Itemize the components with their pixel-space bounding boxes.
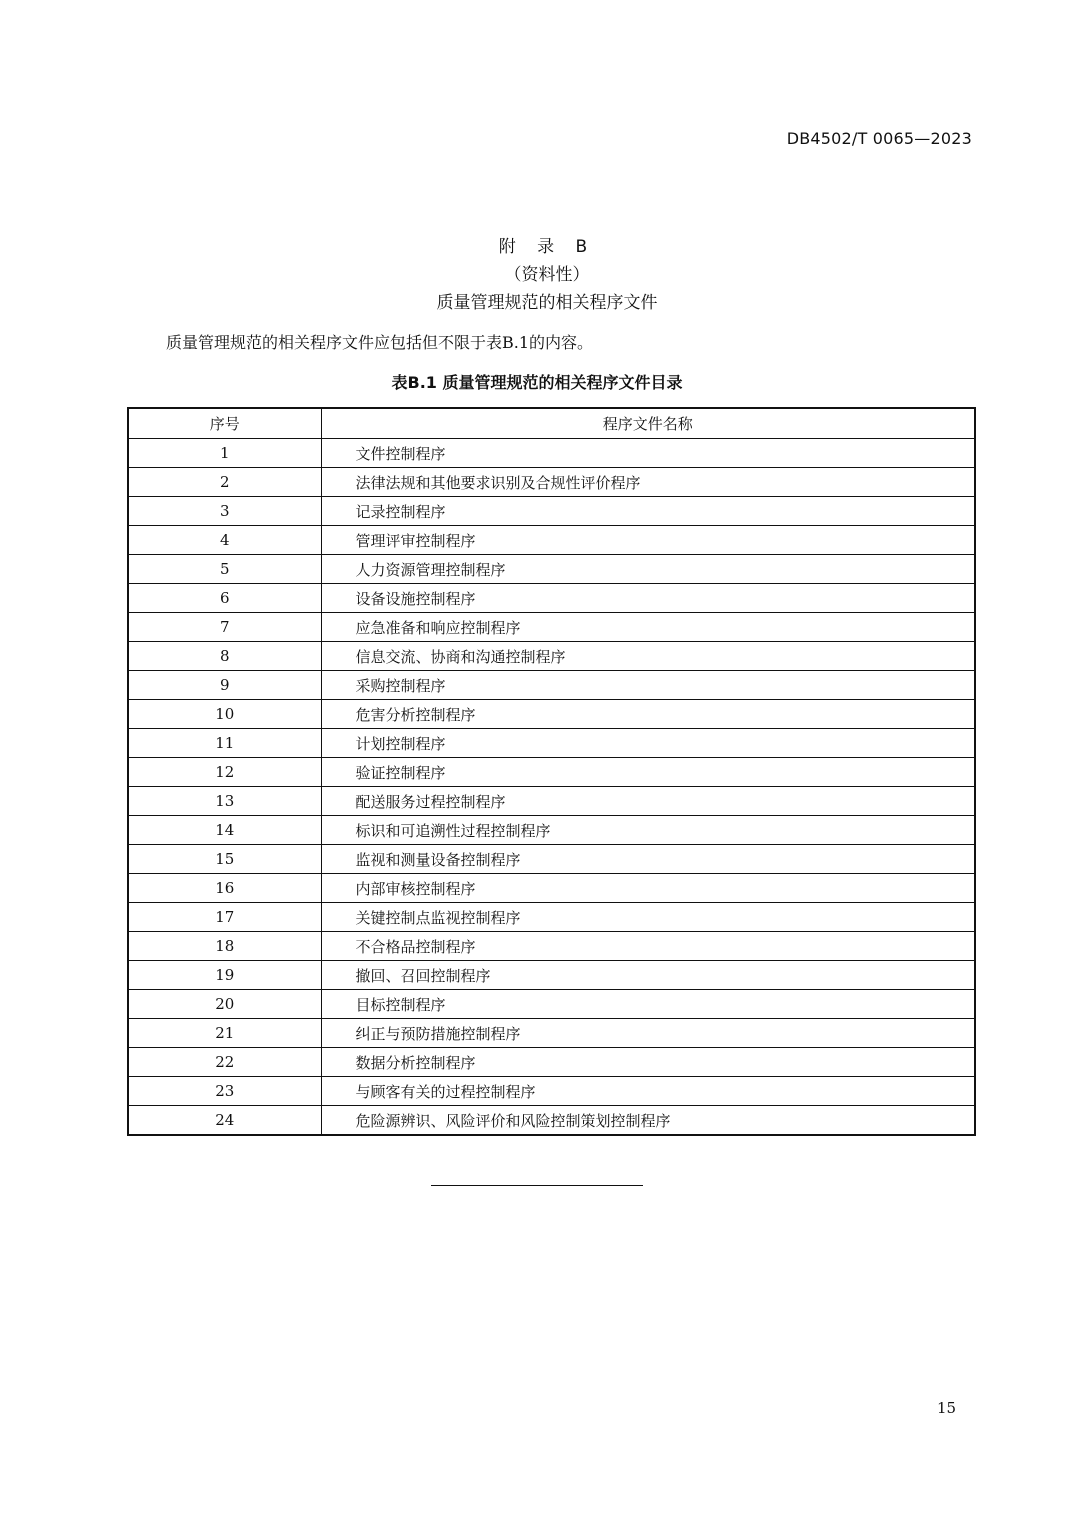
row-serial-number: 13 bbox=[128, 787, 321, 816]
row-procedure-name: 采购控制程序 bbox=[321, 671, 975, 700]
row-procedure-name: 关键控制点监视控制程序 bbox=[321, 903, 975, 932]
row-procedure-name: 法律法规和其他要求识别及合规性评价程序 bbox=[321, 468, 975, 497]
table-row bbox=[128, 990, 975, 1019]
table-row bbox=[128, 903, 975, 932]
row-serial-number: 19 bbox=[128, 961, 321, 990]
row-procedure-name: 配送服务过程控制程序 bbox=[321, 787, 975, 816]
row-serial-number: 20 bbox=[128, 990, 321, 1019]
table-caption: 表B.1 质量管理规范的相关程序文件目录 bbox=[391, 373, 683, 392]
header-serial-number: 序号 bbox=[128, 408, 321, 439]
table-row bbox=[128, 787, 975, 816]
table-row bbox=[128, 584, 975, 613]
table-row bbox=[128, 497, 975, 526]
table-row bbox=[128, 729, 975, 758]
row-procedure-name: 纠正与预防措施控制程序 bbox=[321, 1019, 975, 1048]
table-row bbox=[128, 758, 975, 787]
table-row bbox=[128, 1106, 975, 1136]
row-procedure-name: 数据分析控制程序 bbox=[321, 1048, 975, 1077]
row-procedure-name: 信息交流、协商和沟通控制程序 bbox=[321, 642, 975, 671]
row-procedure-name: 应急准备和响应控制程序 bbox=[321, 613, 975, 642]
row-serial-number: 14 bbox=[128, 816, 321, 845]
row-serial-number: 15 bbox=[128, 845, 321, 874]
row-procedure-name: 监视和测量设备控制程序 bbox=[321, 845, 975, 874]
row-procedure-name: 验证控制程序 bbox=[321, 758, 975, 787]
procedure-table bbox=[127, 407, 976, 1136]
row-serial-number: 22 bbox=[128, 1048, 321, 1077]
row-procedure-name: 危害分析控制程序 bbox=[321, 700, 975, 729]
row-procedure-name: 记录控制程序 bbox=[321, 497, 975, 526]
table-row bbox=[128, 468, 975, 497]
table-row bbox=[128, 613, 975, 642]
intro-paragraph: 质量管理规范的相关程序文件应包括但不限于表B.1的内容。 bbox=[166, 333, 594, 352]
row-procedure-name: 文件控制程序 bbox=[321, 439, 975, 468]
table-row bbox=[128, 874, 975, 903]
table-row bbox=[128, 1077, 975, 1106]
row-serial-number: 10 bbox=[128, 700, 321, 729]
row-serial-number: 23 bbox=[128, 1077, 321, 1106]
row-serial-number: 1 bbox=[128, 439, 321, 468]
row-procedure-name: 撤回、召回控制程序 bbox=[321, 961, 975, 990]
row-serial-number: 4 bbox=[128, 526, 321, 555]
table-row bbox=[128, 700, 975, 729]
row-procedure-name: 标识和可追溯性过程控制程序 bbox=[321, 816, 975, 845]
table-body bbox=[128, 439, 975, 1136]
table-row bbox=[128, 671, 975, 700]
row-serial-number: 16 bbox=[128, 874, 321, 903]
row-serial-number: 24 bbox=[128, 1106, 321, 1136]
table-row bbox=[128, 555, 975, 584]
row-procedure-name: 与顾客有关的过程控制程序 bbox=[321, 1077, 975, 1106]
row-procedure-name: 目标控制程序 bbox=[321, 990, 975, 1019]
table-row bbox=[128, 845, 975, 874]
row-serial-number: 2 bbox=[128, 468, 321, 497]
table-row bbox=[128, 1019, 975, 1048]
annex-subject: 质量管理规范的相关程序文件 bbox=[436, 293, 658, 313]
row-serial-number: 17 bbox=[128, 903, 321, 932]
table-header-row bbox=[128, 408, 975, 439]
end-rule bbox=[431, 1185, 643, 1186]
row-procedure-name: 管理评审控制程序 bbox=[321, 526, 975, 555]
table-row bbox=[128, 642, 975, 671]
document-code: DB4502/T 0065—2023 bbox=[786, 129, 972, 148]
row-serial-number: 3 bbox=[128, 497, 321, 526]
table-row bbox=[128, 961, 975, 990]
table-row bbox=[128, 439, 975, 468]
row-serial-number: 18 bbox=[128, 932, 321, 961]
row-procedure-name: 内部审核控制程序 bbox=[321, 874, 975, 903]
row-procedure-name: 危险源辨识、风险评价和风险控制策划控制程序 bbox=[321, 1106, 975, 1136]
row-procedure-name: 计划控制程序 bbox=[321, 729, 975, 758]
header-procedure-name: 程序文件名称 bbox=[321, 408, 975, 439]
row-serial-number: 6 bbox=[128, 584, 321, 613]
table-row bbox=[128, 816, 975, 845]
row-serial-number: 7 bbox=[128, 613, 321, 642]
annex-title: 附 录 B bbox=[498, 237, 596, 257]
row-procedure-name: 人力资源管理控制程序 bbox=[321, 555, 975, 584]
page-number: 15 bbox=[937, 1399, 957, 1417]
row-procedure-name: 设备设施控制程序 bbox=[321, 584, 975, 613]
row-serial-number: 12 bbox=[128, 758, 321, 787]
row-serial-number: 5 bbox=[128, 555, 321, 584]
table-row bbox=[128, 932, 975, 961]
row-procedure-name: 不合格品控制程序 bbox=[321, 932, 975, 961]
row-serial-number: 21 bbox=[128, 1019, 321, 1048]
row-serial-number: 9 bbox=[128, 671, 321, 700]
row-serial-number: 8 bbox=[128, 642, 321, 671]
annex-type: （资料性） bbox=[504, 265, 590, 285]
row-serial-number: 11 bbox=[128, 729, 321, 758]
table-row bbox=[128, 1048, 975, 1077]
table-row bbox=[128, 526, 975, 555]
